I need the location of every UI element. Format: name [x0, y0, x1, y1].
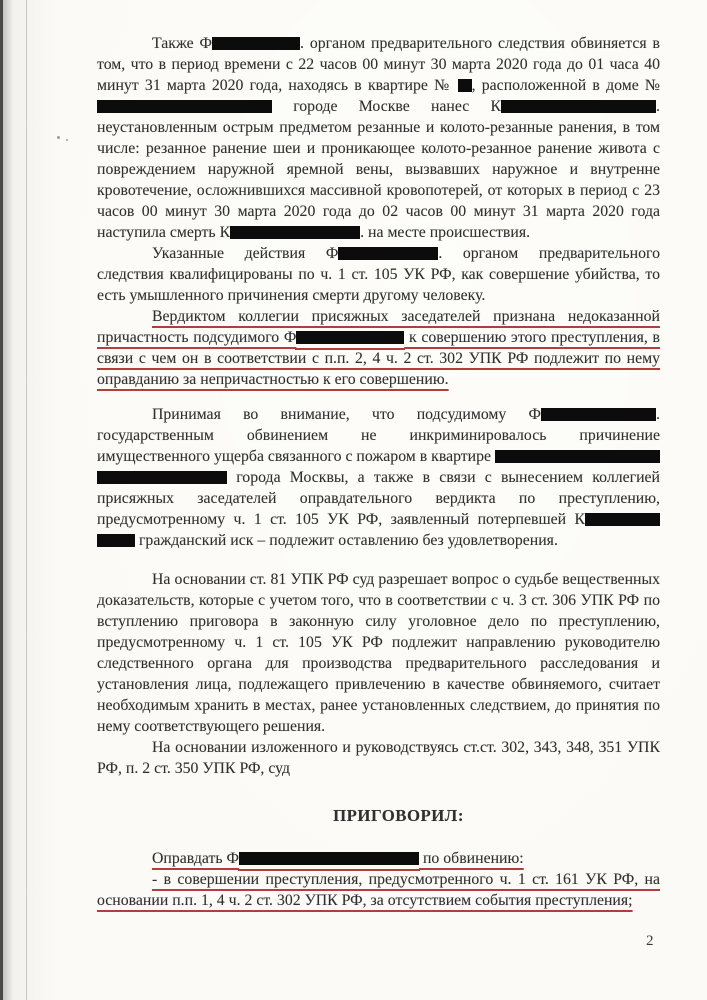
redaction-bar [230, 226, 360, 239]
paragraph-material-evidence [97, 569, 660, 737]
paragraph-acquittal-grounds [97, 869, 660, 911]
text-segment: . органом предварительного следствия квалифицированы по ч. 1 ст. 105 УК РФ, как совершение убийства, то есть умышленного причинения смерти другому человеку. [97, 245, 660, 304]
text-segment: , расположенной в доме № [471, 77, 660, 94]
scan-speck [66, 139, 68, 141]
text-segment: Вердиктом коллегии присяжных заседателей признана недоказанной причастность подсудимого Ф [97, 308, 660, 346]
text-segment: Указанные действия Ф [152, 245, 339, 262]
paragraph-jury-verdict [97, 306, 660, 390]
paragraph-acquittal [97, 848, 660, 869]
text-segment: по обвинению: [419, 850, 524, 867]
text-segment: Принимая во внимание, что подсудимому Ф [152, 406, 542, 423]
verdict-heading: ПРИГОВОРИЛ: [333, 806, 464, 825]
text-segment: гражданский иск – подлежит оставлению без удовлетворения. [135, 532, 558, 549]
text-segment: . неустановленным острым предметом резанные и колото-резанные ранения, в том числе: резанное ранение шеи и проникающее колото-резанное ранение живота с повреждением наружной яремной вены, вызвавших наружное и внутренне кровотечение, осложнившихся массивной кровопотерей, от которых в период с 23 часов 00 минут 30 марта 2020 года до 02 часов 00 минут 31 марта 2020 года наступила смерть К [97, 98, 660, 241]
redaction-bar [97, 100, 272, 113]
redaction-bar [495, 450, 660, 463]
redaction-bar [239, 852, 419, 865]
document-content [97, 33, 660, 911]
text-segment: . на месте происшествия. [360, 224, 531, 241]
redaction-bar [501, 100, 656, 113]
redaction-bar [585, 513, 660, 526]
text-segment: На основании ст. 81 УПК РФ суд разрешает вопрос о судьбе вещественных доказательств, которые с учетом того, что в соответствии с ч. 3 ст. 306 УПК РФ по вступлению приговора в законную силу уголовное дело по преступлению, предусмотренному ч. 1 ст. 105 УК РФ подлежит направлению руководителю следственного органа для производства предварительного расследования и установления лица, подлежащего привлечению в качестве обвиняемого, считает необходимым хранить в местах, ранее установленных следствием, до принятия по нему соответствующего решения. [97, 571, 660, 735]
redaction-bar [97, 471, 227, 484]
paragraph-charge-description [97, 33, 660, 243]
redaction-bar [97, 534, 135, 547]
scan-edge-shadow [3, 0, 13, 1000]
redaction-bar [541, 408, 656, 421]
text-segment: Также Ф [152, 35, 213, 52]
paragraph-legal-basis [97, 737, 660, 779]
text-segment: . органом предварительного следствия обвиняется в том, что в период времени с 22 часов 00 минут 30 марта 2020 года до 01 часа 40 минут 31 марта 2020 года, находясь в квартире № [97, 35, 661, 94]
text-segment: города Москвы, а также в связи с вынесением коллегией присяжных заседателей оправдательного вердикта по преступлению, предусмотренному ч. 1 ст. 105 УК РФ, заявленный потерпевшей К [97, 469, 660, 528]
text-segment: к совершению этого преступления, в связи с чем он в соответствии с п.п. 2, 4 ч. 2 ст. 302 УПК РФ подлежит по нему оправданию за непричастностью к его совершению. [97, 329, 660, 388]
redaction-bar [212, 37, 300, 50]
page-fold-line [26, 0, 27, 1000]
redaction-bar [458, 79, 472, 92]
scan-speck [57, 136, 60, 139]
text-segment: городе Москве нанес К [272, 98, 502, 115]
paragraph-qualification [97, 243, 660, 306]
redaction-bar [296, 331, 404, 344]
paragraph-civil-claim [97, 404, 660, 551]
text-segment: На основании изложенного и руководствуясь ст.ст. 302, 343, 348, 351 УПК РФ, п. 2 ст. 350 УПК РФ, суд [97, 739, 660, 777]
redaction-bar [338, 247, 438, 260]
text-segment: . государственным обвинением не инкриминировалось причинение имущественного ущерба связанного с пожаром в квартире [97, 406, 660, 465]
page-number: 2 [646, 933, 654, 949]
text-segment: - в совершении преступления, предусмотренного ч. 1 ст. 161 УК РФ, на основании п.п. 1, 4 ч. 2 ст. 302 УПК РФ, за отсутствием события преступления; [97, 871, 660, 909]
text-segment: Оправдать Ф [152, 850, 240, 867]
